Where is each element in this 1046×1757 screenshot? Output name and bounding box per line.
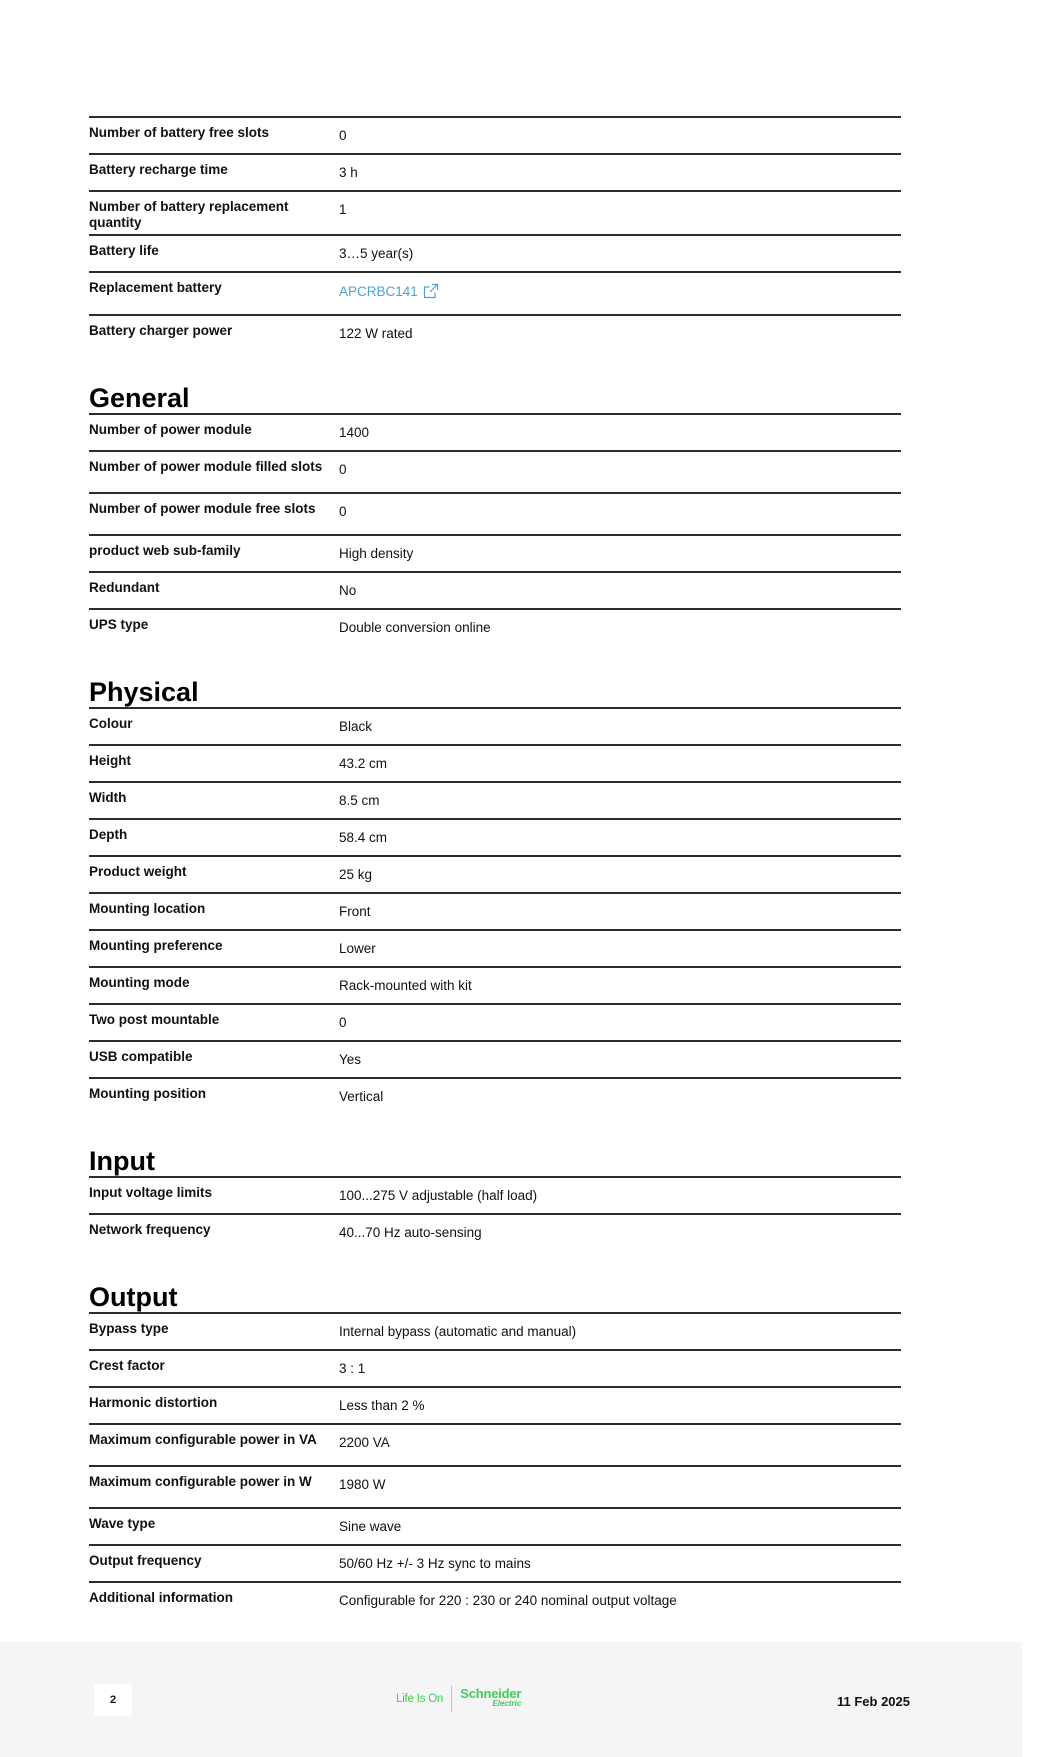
table-row [89,1387,901,1424]
table-row [89,1214,901,1251]
table-row [89,1466,901,1508]
table-row [89,856,901,893]
spec-value: Configurable for 220 : 230 or 240 nominal output voltage [339,1593,677,1608]
spec-label: Output frequency [89,1553,202,1568]
spec-label: Maximum configurable power in VA [89,1432,317,1447]
page-footer [0,1642,1022,1757]
brand-logo [396,1686,521,1712]
spec-label: Number of power module free slots [89,501,316,516]
spec-label: Number of battery replacement quantity [89,199,289,230]
table-row [89,1004,901,1041]
spec-label: Depth [89,827,128,842]
table-row [89,1545,901,1582]
table-row [89,745,901,782]
spec-label: Mounting position [89,1086,206,1101]
external-link-icon[interactable] [423,283,439,303]
spec-label: Mounting location [89,901,206,916]
spec-value: Yes [339,1052,362,1067]
spec-value: 100...275 V adjustable (half load) [339,1188,538,1203]
table-row [89,1078,901,1115]
spec-label: Battery recharge time [89,162,228,177]
spec-label: Number of battery free slots [89,125,270,140]
table-row [89,117,901,154]
logo-divider [451,1686,452,1712]
spec-value: Internal bypass (automatic and manual) [339,1324,577,1339]
spec-value: Double conversion online [339,620,491,635]
spec-value: 40...70 Hz auto-sensing [339,1225,482,1240]
spec-label: Maximum configurable power in W [89,1474,312,1489]
table-row [89,272,901,315]
spec-label: Bypass type [89,1321,169,1336]
section-title-general: General [89,383,190,413]
brand-name: Schneider [460,1686,522,1701]
spec-label: Product weight [89,864,187,879]
table-row [89,893,901,930]
spec-value: 50/60 Hz +/- 3 Hz sync to mains [339,1556,531,1571]
spec-value: Less than 2 % [339,1398,425,1413]
spec-label: Number of power module [89,422,252,437]
spec-label: Harmonic distortion [89,1395,218,1410]
spec-value: Lower [339,941,376,956]
spec-label: Colour [89,716,133,731]
spec-value: 3 h [339,165,358,180]
table-row [89,572,901,609]
table-row [89,315,901,352]
spec-label: Mounting mode [89,975,190,990]
spec-value: 8.5 cm [339,793,380,808]
spec-label: Two post mountable [89,1012,220,1027]
spec-value: 58.4 cm [339,830,388,845]
input-table [89,1176,901,1251]
spec-value: Vertical [339,1089,384,1104]
section-title-physical: Physical [89,677,199,707]
physical-table [89,707,901,1115]
section-title-output: Output [89,1282,178,1312]
spec-label: Battery charger power [89,323,233,338]
spec-label: Additional information [89,1590,233,1605]
table-row [89,1508,901,1545]
spec-value: 0 [339,504,347,519]
page-number: 2 [94,1684,132,1716]
spec-value: 0 [339,128,347,143]
table-row [89,1424,901,1466]
spec-value: High density [339,546,414,561]
spec-label: USB compatible [89,1049,193,1064]
input-section [89,1146,901,1251]
spec-label: Mounting preference [89,938,223,953]
spec-value: Sine wave [339,1519,402,1534]
table-row [89,967,901,1004]
general-section [89,383,901,646]
spec-label: Number of power module filled slots [89,459,323,474]
replacement-battery-link[interactable]: APCRBC141 [339,284,418,299]
spec-label: UPS type [89,617,149,632]
table-row [89,609,901,646]
spec-label: Wave type [89,1516,156,1531]
general-table [89,413,901,646]
spec-value [339,272,901,315]
output-table [89,1312,901,1619]
table-row [89,1041,901,1078]
section-title-input: Input [89,1146,155,1176]
spec-label: Redundant [89,580,160,595]
table-row [89,451,901,493]
spec-label: Width [89,790,127,805]
spec-value: 1980 W [339,1477,386,1492]
physical-section [89,677,901,1115]
table-row [89,191,901,235]
spec-value: 122 W rated [339,326,413,341]
table-row [89,1350,901,1387]
spec-label: Network frequency [89,1222,211,1237]
battery-table [89,116,901,352]
battery-section [89,116,901,352]
spec-label: Height [89,753,131,768]
spec-value: 0 [339,462,347,477]
brand-wordmark [460,1686,522,1709]
output-section [89,1282,901,1619]
spec-label: Battery life [89,243,159,258]
spec-value: 1400 [339,425,370,440]
spec-value: Black [339,719,373,734]
spec-value: Rack-mounted with kit [339,978,472,993]
table-row [89,819,901,856]
document-date: 11 Feb 2025 [837,1694,910,1709]
spec-value: 2200 VA [339,1435,390,1450]
table-row [89,235,901,272]
table-row [89,930,901,967]
brand-sub: Electric [492,1699,522,1708]
spec-label: Input voltage limits [89,1185,213,1200]
spec-content [89,116,901,1619]
spec-value: 3 : 1 [339,1361,366,1376]
table-row [89,1313,901,1350]
brand-tagline: Life Is On [396,1693,444,1705]
spec-label: Replacement battery [89,280,222,295]
spec-value: 3…5 year(s) [339,246,414,261]
table-row [89,414,901,451]
spec-value: 43.2 cm [339,756,388,771]
table-row [89,1582,901,1619]
spec-value: No [339,583,357,598]
spec-value: Front [339,904,371,919]
spec-value: 25 kg [339,867,373,882]
spec-value: 1 [339,202,347,217]
spec-value: 0 [339,1015,347,1030]
table-row [89,782,901,819]
spec-label: product web sub-family [89,543,241,558]
table-row [89,708,901,745]
spec-label: Crest factor [89,1358,165,1373]
table-row [89,1177,901,1214]
table-row [89,154,901,191]
table-row [89,535,901,572]
table-row [89,493,901,535]
